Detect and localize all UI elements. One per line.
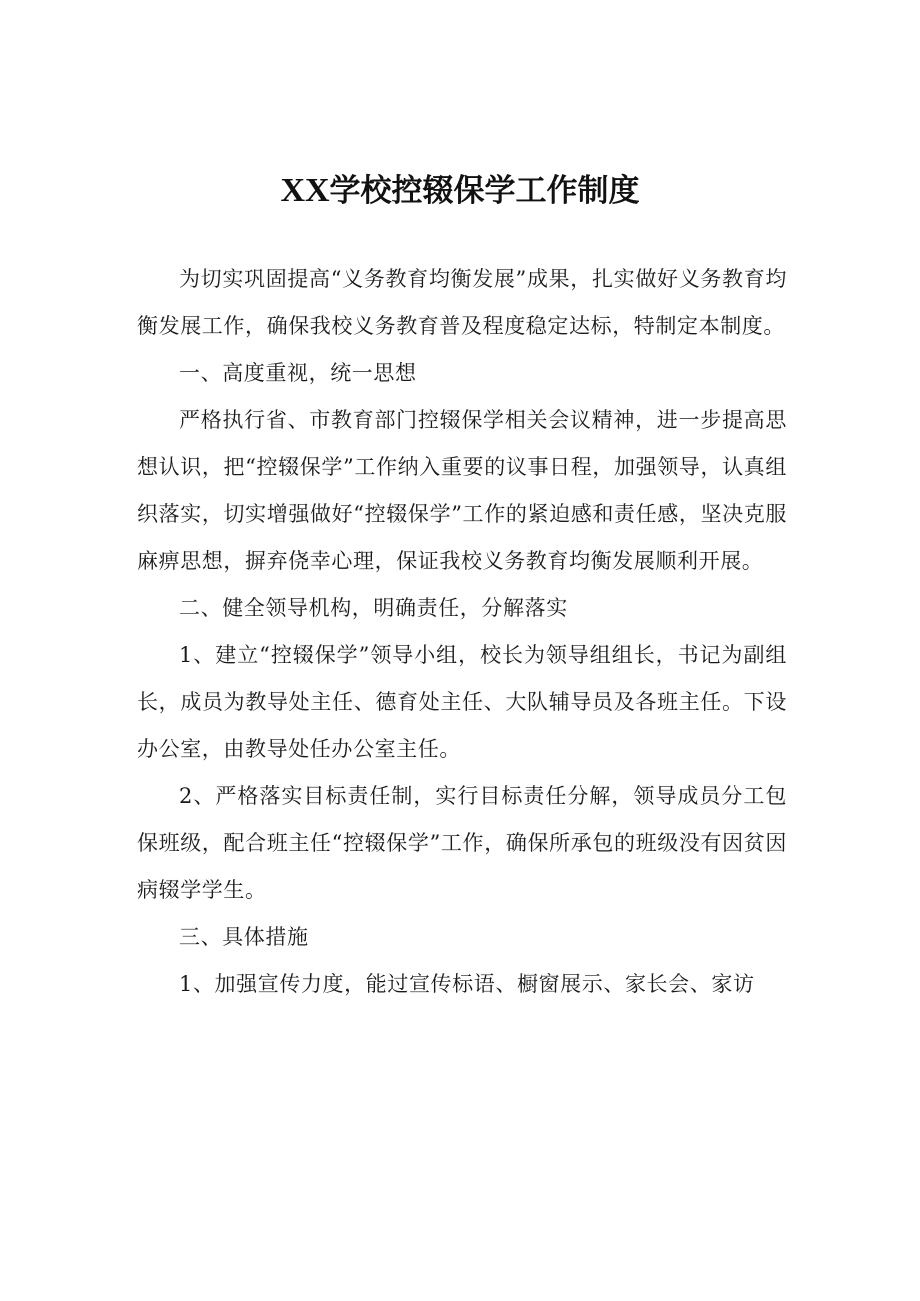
paragraph-intro: 为切实巩固提高“义务教育均衡发展”成果，扎实做好义务教育均衡发展工作，确保我校义务教育普及程度稳定达标，特制定本制度。 (137, 267, 787, 338)
paragraph-section-2-item-1: 1、建立“控辍保学”领导小组，校长为领导组组长，书记为副组长，成员为教导处主任、德育处主任、大队辅导员及各班主任。下设办公室，由教导处任办公室主任。 (137, 643, 787, 761)
document-title (0, 166, 920, 216)
section-heading-2: 二、健全领导机构，明确责任，分解落实 (179, 596, 568, 620)
paragraph-section-1: 严格执行省、市教育部门控辍保学相关会议精神，进一步提高思想认识，把“控辍保学”工作纳入重要的议事日程，加强领导，认真组织落实，切实增强做好“控辍保学”工作的紧迫感和责任感，坚决克服麻痹思想，摒弃侥幸心理，保证我校义务教育均衡发展顺利开展。 (137, 408, 787, 573)
document-title-main: 学校控辍保学工作制度 (329, 173, 640, 209)
paragraph-section-3-item-1: 1、加强宣传力度，能过宣传标语、橱窗展示、家长会、家访 (179, 972, 755, 996)
paragraph-section-2-item-2: 2、严格落实目标责任制，实行目标责任分解，领导成员分工包保班级，配合班主任“控辍保学”工作，确保所承包的班级没有因贫因病辍学学生。 (137, 784, 787, 902)
document-title-prefix: XX (280, 172, 330, 209)
section-heading-1: 一、高度重视，统一思想 (179, 361, 417, 385)
section-heading-3: 三、具体措施 (179, 925, 309, 949)
document-body (137, 256, 787, 1008)
